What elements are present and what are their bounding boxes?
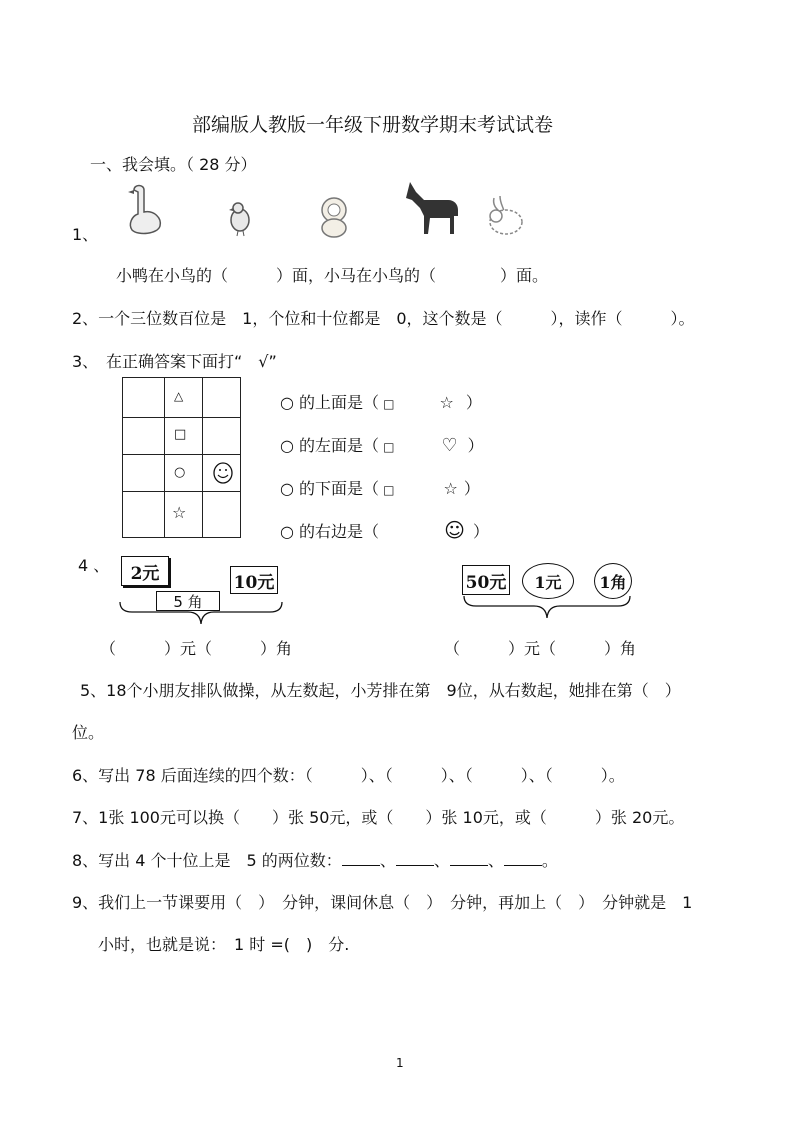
q3-option-1: ○ 的上面是（ □ ☆ ） — [280, 393, 482, 412]
q8-text: 8、写出 4 个十位上是 5 的两位数： 、 、 、 。 — [72, 851, 558, 870]
q2-text: 2、一个三位数百位是 1，个位和十位都是 0，这个数是（ ），读作（ ）。 — [72, 309, 695, 328]
q4-number: 4 、 — [78, 556, 110, 575]
money-10-yuan: 10元 — [230, 566, 278, 594]
triangle-icon: △ — [174, 389, 184, 403]
horse-icon — [402, 180, 462, 236]
q5-line2: 位。 — [72, 723, 105, 742]
money-5-jiao: 5 角 — [156, 591, 220, 611]
section-heading: 一、我会填。（ 28 分） — [90, 155, 257, 174]
brace-right — [462, 594, 632, 620]
q3-option-2: ○ 的左面是（ □ ♡ ） — [280, 435, 484, 456]
square-icon: □ — [174, 427, 187, 442]
star-icon: ☆ — [172, 503, 187, 522]
rabbit-icon — [484, 194, 530, 238]
q9-line1: 9、我们上一节课要用（ ） 分钟，课间休息（ ） 分钟，再加上（ ） 分钟就是 1 — [72, 893, 693, 912]
q1-text: 小鸭在小鸟的（ ）面，小马在小鸟的（ ）面。 — [116, 266, 549, 285]
circle-icon: ○ — [174, 465, 186, 480]
q4-right-answer: （ ）元（ ）角 — [444, 639, 637, 658]
smiley-icon — [212, 461, 234, 485]
page-title: 部编版人教版一年级下册数学期末考试试卷 — [192, 114, 554, 136]
lion-icon — [315, 196, 353, 240]
q5-line1: 5、18个小朋友排队做操，从左数起，小芳排在第 9位，从右数起，她排在第（ ） — [80, 681, 681, 700]
q3-option-4: ○ 的右边是（ ☺ ） — [280, 518, 490, 542]
q7-text: 7、1张 100元可以换（ ）张 50元，或（ ）张 10元，或（ ）张 20元。 — [72, 808, 685, 827]
heart-icon: ♡ — [441, 435, 458, 456]
money-50-yuan: 50元 — [462, 565, 510, 595]
bird-icon — [226, 200, 256, 238]
q3-option-3: ○ 的下面是（ □ ☆ ） — [280, 479, 480, 498]
q9-line2: 小时，也就是说： 1 时 =( ) 分. — [98, 935, 350, 954]
brace-left — [118, 600, 284, 626]
q3-text: 在正确答案下面打“ √” — [106, 352, 277, 371]
position-grid — [122, 377, 240, 537]
money-2-yuan: 2元 — [121, 556, 169, 586]
q4-left-answer: （ ）元（ ）角 — [100, 639, 293, 658]
q3-number: 3、 — [72, 352, 99, 371]
coin-1-jiao: 1角 — [594, 563, 632, 599]
q6-text: 6、写出 78 后面连续的四个数：（ ）、（ ）、（ ）、（ ）。 — [72, 766, 625, 785]
q1-number: 1、 — [72, 225, 99, 244]
coin-1-yuan: 1元 — [522, 563, 574, 599]
page-number: 1 — [396, 1056, 404, 1070]
duck-icon — [124, 182, 164, 238]
smiley-icon: ☺ — [444, 518, 466, 542]
